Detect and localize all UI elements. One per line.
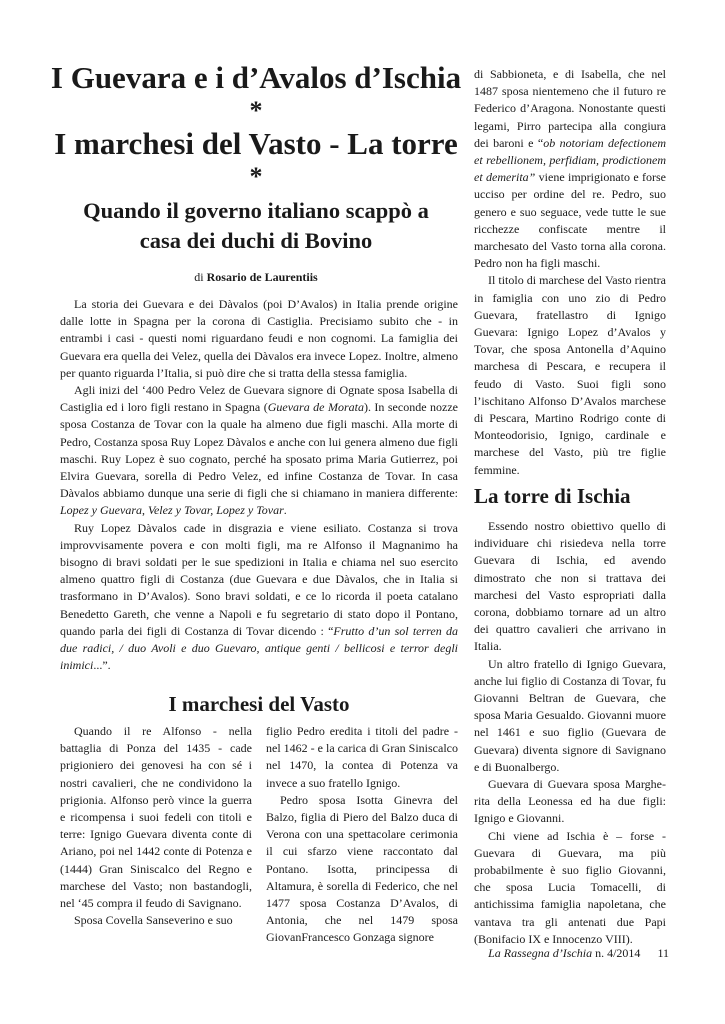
byline xyxy=(48,270,464,285)
intro-paragraph-2 xyxy=(60,382,458,520)
right-p1-end: viene imprigionato e forse ucciso per ordine del re. Pedro, suo genero e suo seguace, vede tutte le sue ricchezze confiscate mentre il marchesato del Vasto torna alla corona. Pedro non ha figli maschi. xyxy=(474,170,666,271)
right-p1-start: di Sabbioneta, e di Isabella, che nel 1487 sposa nientemeno che il futuro re Federico d’Aragona. Nonostante questi legami, Pirro partecipa alla congiura dei baroni e “ xyxy=(474,67,666,150)
subtitle-line-1: Quando il governo italiano scappò a xyxy=(83,198,429,223)
intro-paragraph-3 xyxy=(60,520,458,675)
title-separator-2: * xyxy=(249,162,263,191)
intro-p2-end: . xyxy=(283,503,287,518)
title-line-1: I Guevara e i d’Avalos d’Ischia xyxy=(50,60,462,95)
article-header xyxy=(48,60,464,285)
intro-paragraph-1: La storia dei Guevara e dei Dàvalos (poi D’Avalos) in Italia prende origine dalle lotte in Spagna per la corona di Castiglia. Precisiamo subito che - in entrambi i casi - questi nomi riguardano feudi e non cognomi. La famiglia dei Guevara era quella dei Velez, quella dei Dàvalos era invece Lopez. Inoltre, almeno per quanto riguarda l’Italia, si può dire che si tratta della stessa famiglia. xyxy=(60,297,458,380)
intro-p3-end: ...”. xyxy=(93,658,111,673)
intro-p2-names: Lopez y Guevara xyxy=(60,503,142,518)
magazine-name: La Rassegna d’Ischia xyxy=(488,946,593,960)
column-1 xyxy=(60,723,252,929)
intro-p2-italic: Guevara de Morata xyxy=(267,400,364,415)
column-3-torre xyxy=(474,518,666,948)
torre-paragraph-4: Chi viene ad Ischia è – forse - Guevara di Guevara, ma più probabilmente è suo figlio Giovanni, che sposa Lucia Tomacelli, di antichissima famiglia napoletana, che vantava tra gli antenati due Papi (Bonifacio IX e Innocenzo VIII). xyxy=(474,828,666,946)
torre-paragraph-3: Guevara di Guevara sposa Margherita della Leonessa ed ha due figli: Ignigo e Giovanni. xyxy=(474,777,666,826)
marchesi-col2-paragraph-1: figlio Pedro eredita i titoli del padre - nel 1462 - e la carica di Gran Siniscalco nel 1470, la contea di Potenza va invece a suo fratello Ignigo. xyxy=(266,724,458,790)
intro-p2-sep: , xyxy=(141,503,148,518)
page-number: 11 xyxy=(657,946,669,960)
right-paragraph-2: Il titolo di marchese del Vasto rientra in famiglia con uno zio di Pedro Guevara, fratellastro di Ignigo Guevara: Ignigo Lopez d’Avalos y Tovar, che sposa Antonella d’Aquino marchesa di Pescara, e recupera il feudo di Vasto. Suoi figli sono l’ischitano Alfonso D’Avalos marchese di Pescara, Martino Rodrigo conte di Monteodorisio, Ignigo, cardinale e marchese del Vasto, più tre figlie femmine. xyxy=(474,273,666,477)
byline-prefix: di xyxy=(194,270,204,284)
intro-p3-start: Ruy Lopez Dàvalos cade in disgrazia e viene esiliato. Costanza si trova improvvisamente povera e con molti figli, ma re Alfonso il Magnanimo ha bisogno di bravi soldati per le sue spedizioni in Italia e chiama nel suo esercito almeno quattro figli di Costanza (due Guevara e due Dàvalos, che in Italia si trasformano in D’Avalos). Sono bravi soldati, e ce lo ricorda il poeta catalano Benedetto Gareth, che venne a Napoli e fu segretario di stato dopo il Pontano, quando parla dei figli di Costanza di Tovar dicendo : “ xyxy=(60,520,458,638)
intro-p2-names-2: Velez y Tovar, Lopez y Tovar xyxy=(147,503,284,518)
subtitle-line-2: casa dei duchi di Bovino xyxy=(139,228,373,253)
marchesi-col2-paragraph-2: Pedro sposa Isotta Ginevra del Balzo, figlia di Piero del Balzo duca di Verona con una spettacolare cerimonia il cui sfarzo viene raccontato dal Pontano. Isotta, principessa di Altamura, è sorella di Federico, che nel 1477 sposa Costanza D’Avalos, di Antonia, che nel 1479 sposa GiovanFrancesco Gonzaga signore xyxy=(266,792,458,945)
title-separator-1: * xyxy=(249,96,263,125)
author-name: Rosario de Laurentiis xyxy=(206,270,318,284)
intro-p2-mid: ). In seconde nozze sposa Costanza de Tovar con la quale ha almeno due figli maschi. Alla morte di Pedro, Costanza sposa Ruy Lopez Dàvalos e anche con lui genera almeno due figli maschi. Ruy Lopez è suo cognato, perché ha sposato prima Maria Gutierrez, poi Elvira Guevara, sorella di Pedro Velez, ed infine Costanza de Tovar. In casa Dàvalos abbiamo dunque una serie di figli che si chiamano in maniera differente: xyxy=(60,400,458,501)
issue-number: n. 4/2014 xyxy=(595,946,641,960)
intro-p2-start: Agli inizi del ‘400 Pedro Velez de Guevara signore di Ognate sposa Isabella di Castiglia ed i loro figli restano in Spagna ( xyxy=(60,383,458,415)
right-p1-quote: ob notoriam defectionem et rebellionem, perfidiam, prodictionem et demerita” xyxy=(474,135,666,185)
column-2 xyxy=(266,723,458,947)
torre-paragraph-2: Un altro fratello di Ignigo Guevara, anche lui figlio di Costanza di Tovar, fu Giovanni Beltran de Guevara, che sposa Maria Gesualdo. Giovanni muore nel 1461 e suo figlio (Guevara de Guevara) diventa signore di Savignano e di Buonalbergo. xyxy=(474,656,666,774)
right-paragraph-1 xyxy=(474,66,666,272)
column-3 xyxy=(474,66,666,479)
marchesi-col1-paragraph-1: Quando il re Alfonso - nella battaglia di Ponza del 1435 - cade prigioniero dei genovesi ha con sé i nostri cavalieri, che ne condividono la prigionia. Alfonso però vince la guerra e ricompensa i suoi fedeli con titoli e terre: Ignigo Guevara diventa conte di Ariano, poi nel 1442 conte di Potenza e (1444) Gran Siniscalco del Regno e marchese del Vasto; non bastandogli, nel ‘45 compra il feudo di Savignano. xyxy=(60,724,252,911)
marchesi-col1-paragraph-2: Sposa Covella Sanseverino e suo xyxy=(74,913,233,928)
intro-p3-quote: Frutto d’un sol terren da due radici, / duo Avoli e duo Guevaro, antique genti / bellicosi e terror degli inimici xyxy=(60,623,458,673)
title-line-2: I marchesi del Vasto - La torre xyxy=(54,126,458,161)
torre-paragraph-1: Essendo nostro obiettivo quello di individuare chi risiedeva nella torre Guevara di Ischia, ed avendo dimostrato che non si trattava dei marchesi del Vasto espropriati dalla corona, dobbiamo tornare ad un altro dei quattro cavalieri che arrivano in Italia. xyxy=(474,519,666,654)
section-heading-marchesi: I marchesi del Vasto xyxy=(168,692,350,716)
page-footer xyxy=(488,946,669,961)
section-heading-torre: La torre di Ischia xyxy=(474,484,631,508)
intro-text xyxy=(60,296,458,674)
